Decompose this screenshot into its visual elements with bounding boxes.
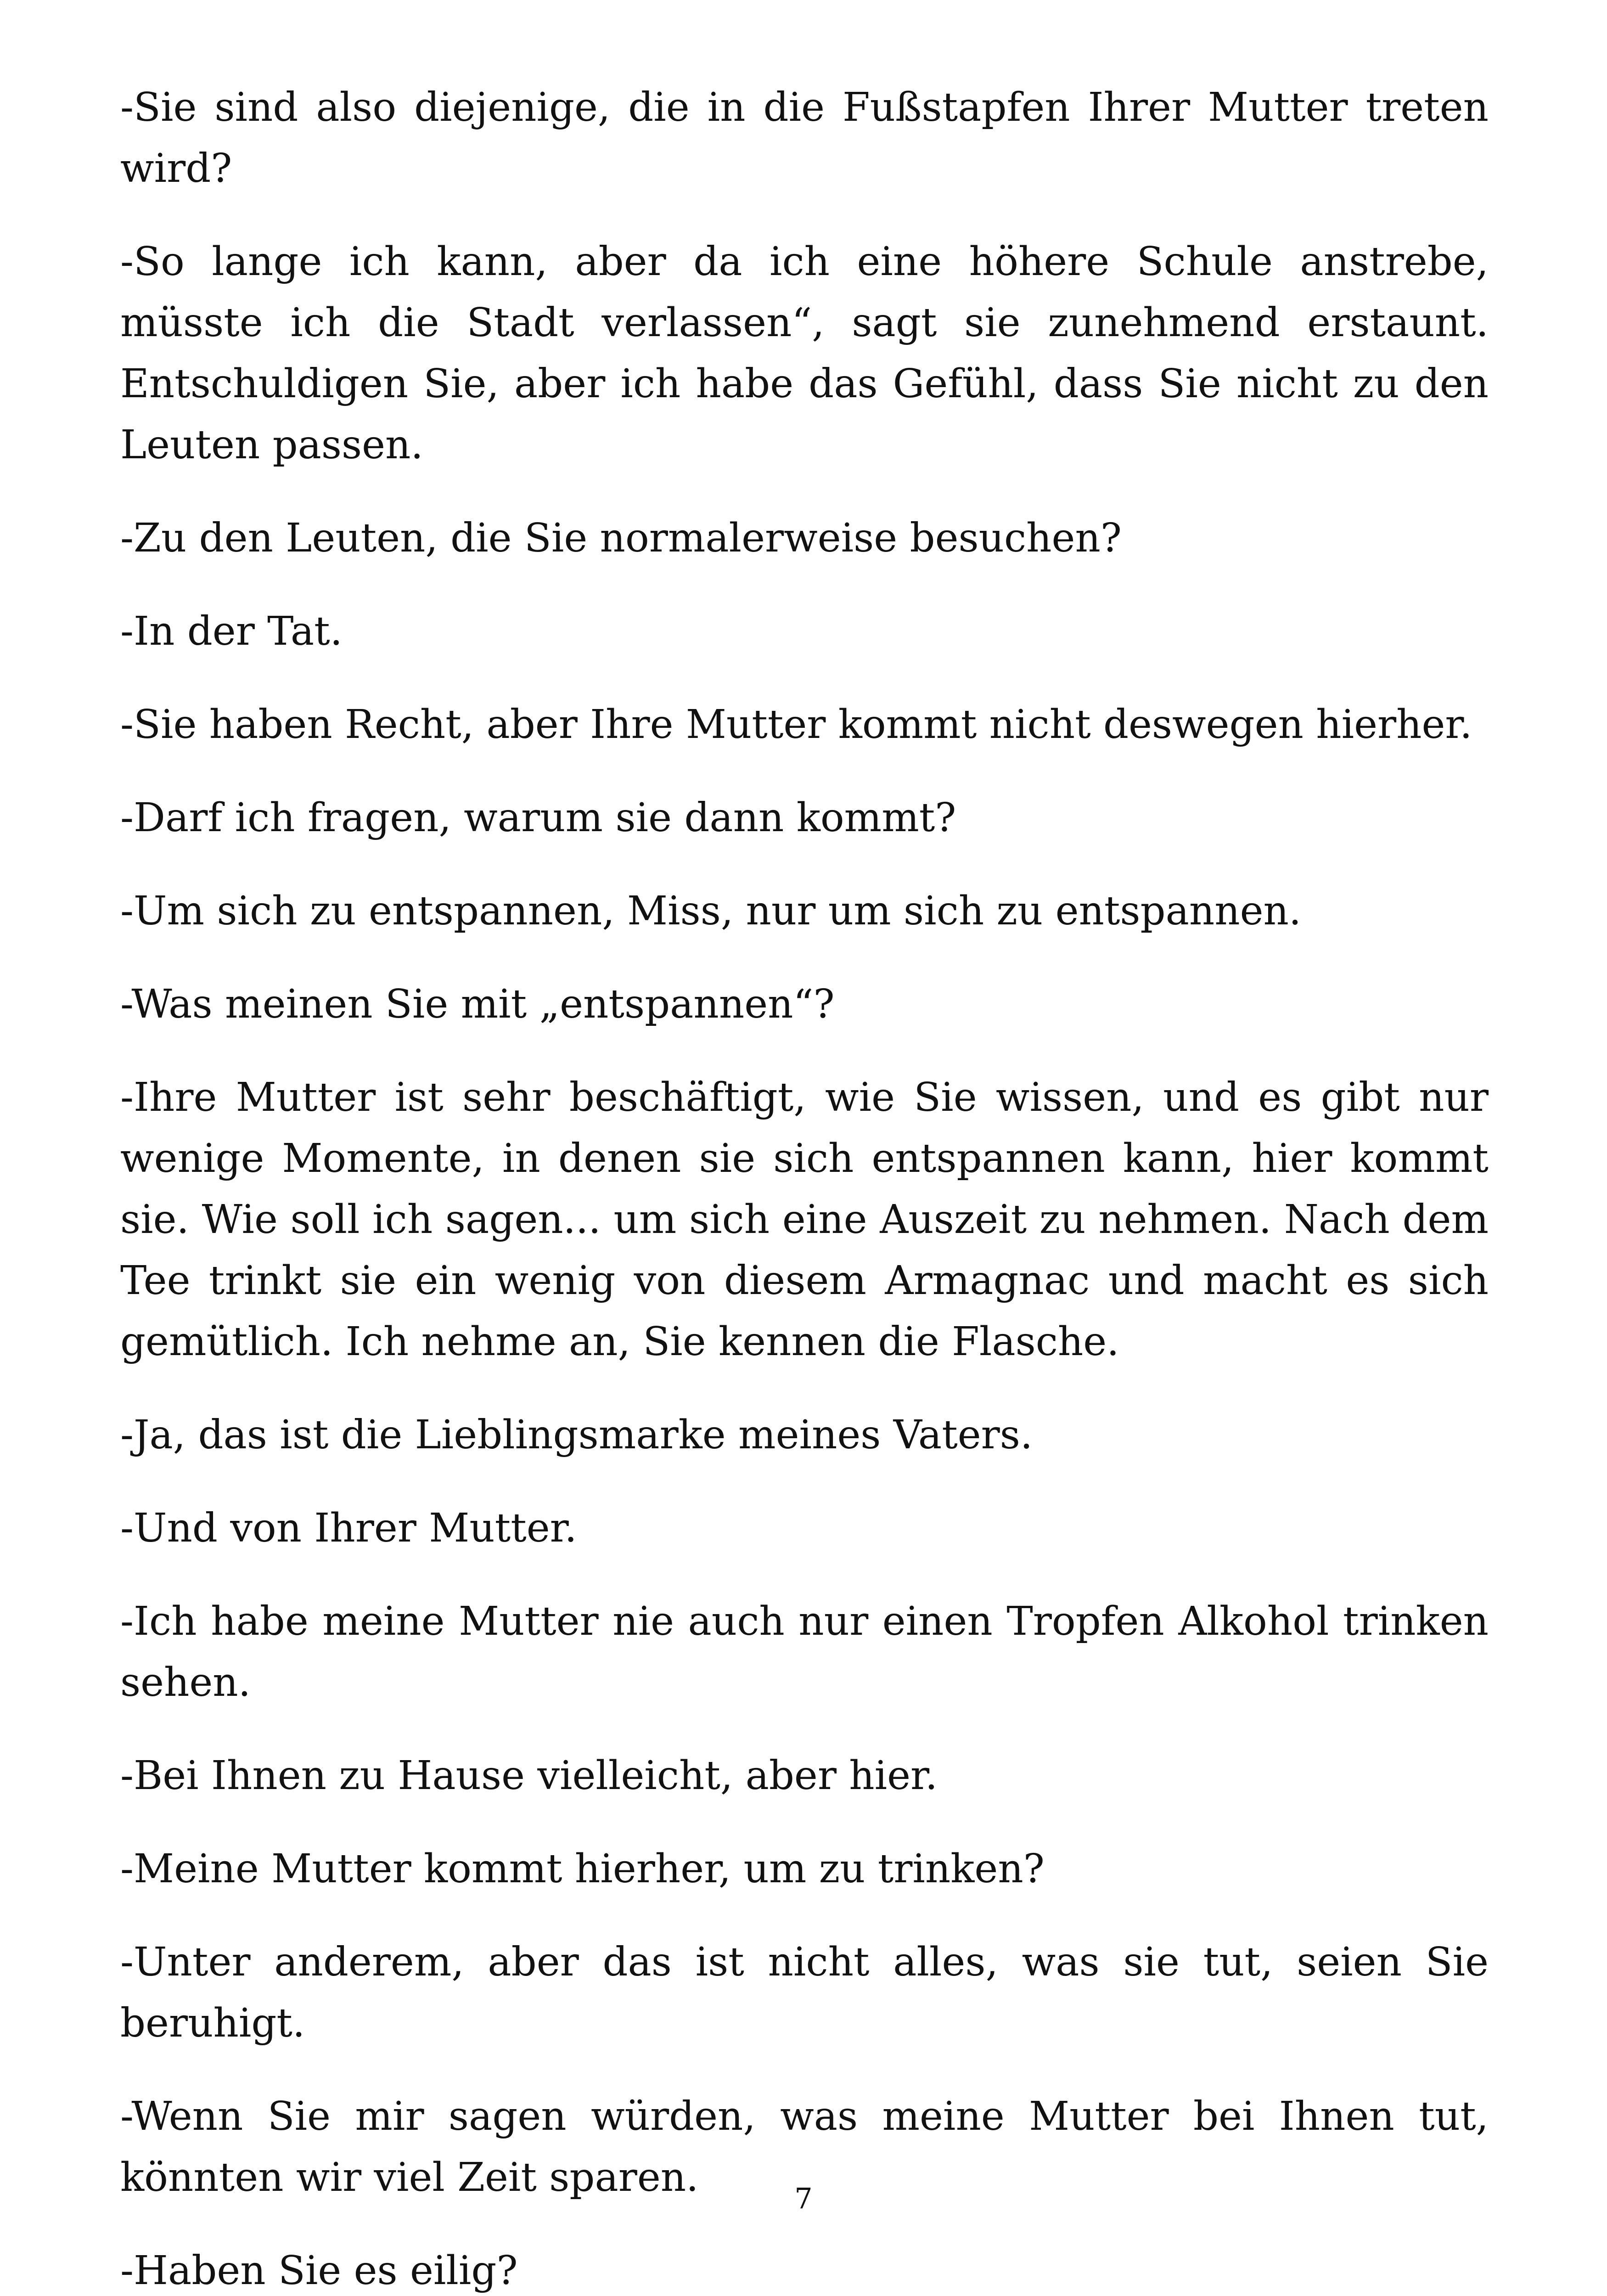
dialogue-paragraph: -Sie haben Recht, aber Ihre Mutter kommt nicht deswegen hierher.: [120, 702, 1472, 748]
dialogue-paragraph: -So lange ich kann, aber da ich eine höhere Schule anstrebe, müsste ich die Stadt verlassen“, sagt sie zunehmend erstaunt. Entschuldigen Sie, aber ich habe das Gefühl, dass Sie nicht zu den Leuten passen.: [120, 239, 1489, 468]
dialogue-paragraph: -Darf ich fragen, warum sie dann kommt?: [120, 795, 956, 841]
dialogue-paragraph: -Haben Sie es eilig?: [120, 2248, 518, 2294]
dialogue-paragraph: -Wenn Sie mir sagen würden, was meine Mutter bei Ihnen tut, könnten wir viel Zeit sparen.: [120, 2093, 1489, 2200]
dialogue-paragraph: -Sie sind also diejenige, die in die Fußstapfen Ihrer Mutter treten wird?: [120, 84, 1489, 191]
dialogue-paragraph: -Um sich zu entspannen, Miss, nur um sich zu entspannen.: [120, 888, 1302, 934]
page-number: 7: [794, 2182, 813, 2215]
body-text: [120, 77, 1489, 2296]
dialogue-paragraph: -Unter anderem, aber das ist nicht alles, was sie tut, seien Sie beruhigt.: [120, 1939, 1489, 2046]
dialogue-paragraph: -Und von Ihrer Mutter.: [120, 1505, 577, 1551]
dialogue-paragraph: -Bei Ihnen zu Hause vielleicht, aber hier.: [120, 1753, 938, 1799]
dialogue-paragraph: -In der Tat.: [120, 608, 343, 654]
dialogue-paragraph: -Was meinen Sie mit „entspannen“?: [120, 981, 835, 1027]
dialogue-paragraph: -Meine Mutter kommt hierher, um zu trinken?: [120, 1846, 1045, 1892]
dialogue-paragraph: -Ich habe meine Mutter nie auch nur einen Tropfen Alkohol trinken sehen.: [120, 1598, 1489, 1705]
dialogue-paragraph: -Zu den Leuten, die Sie normalerweise besuchen?: [120, 515, 1122, 561]
dialogue-paragraph: -Ihre Mutter ist sehr beschäftigt, wie Sie wissen, und es gibt nur wenige Momente, in denen sie sich entspannen kann, hier kommt sie. Wie soll ich sagen... um sich eine Auszeit zu nehmen. Nach dem Tee trinkt sie ein wenig von diesem Armagnac und macht es sich gemütlich. Ich nehme an, Sie kennen die Flasche.: [120, 1075, 1489, 1365]
dialogue-paragraph: -Ja, das ist die Lieblingsmarke meines Vaters.: [120, 1412, 1033, 1458]
